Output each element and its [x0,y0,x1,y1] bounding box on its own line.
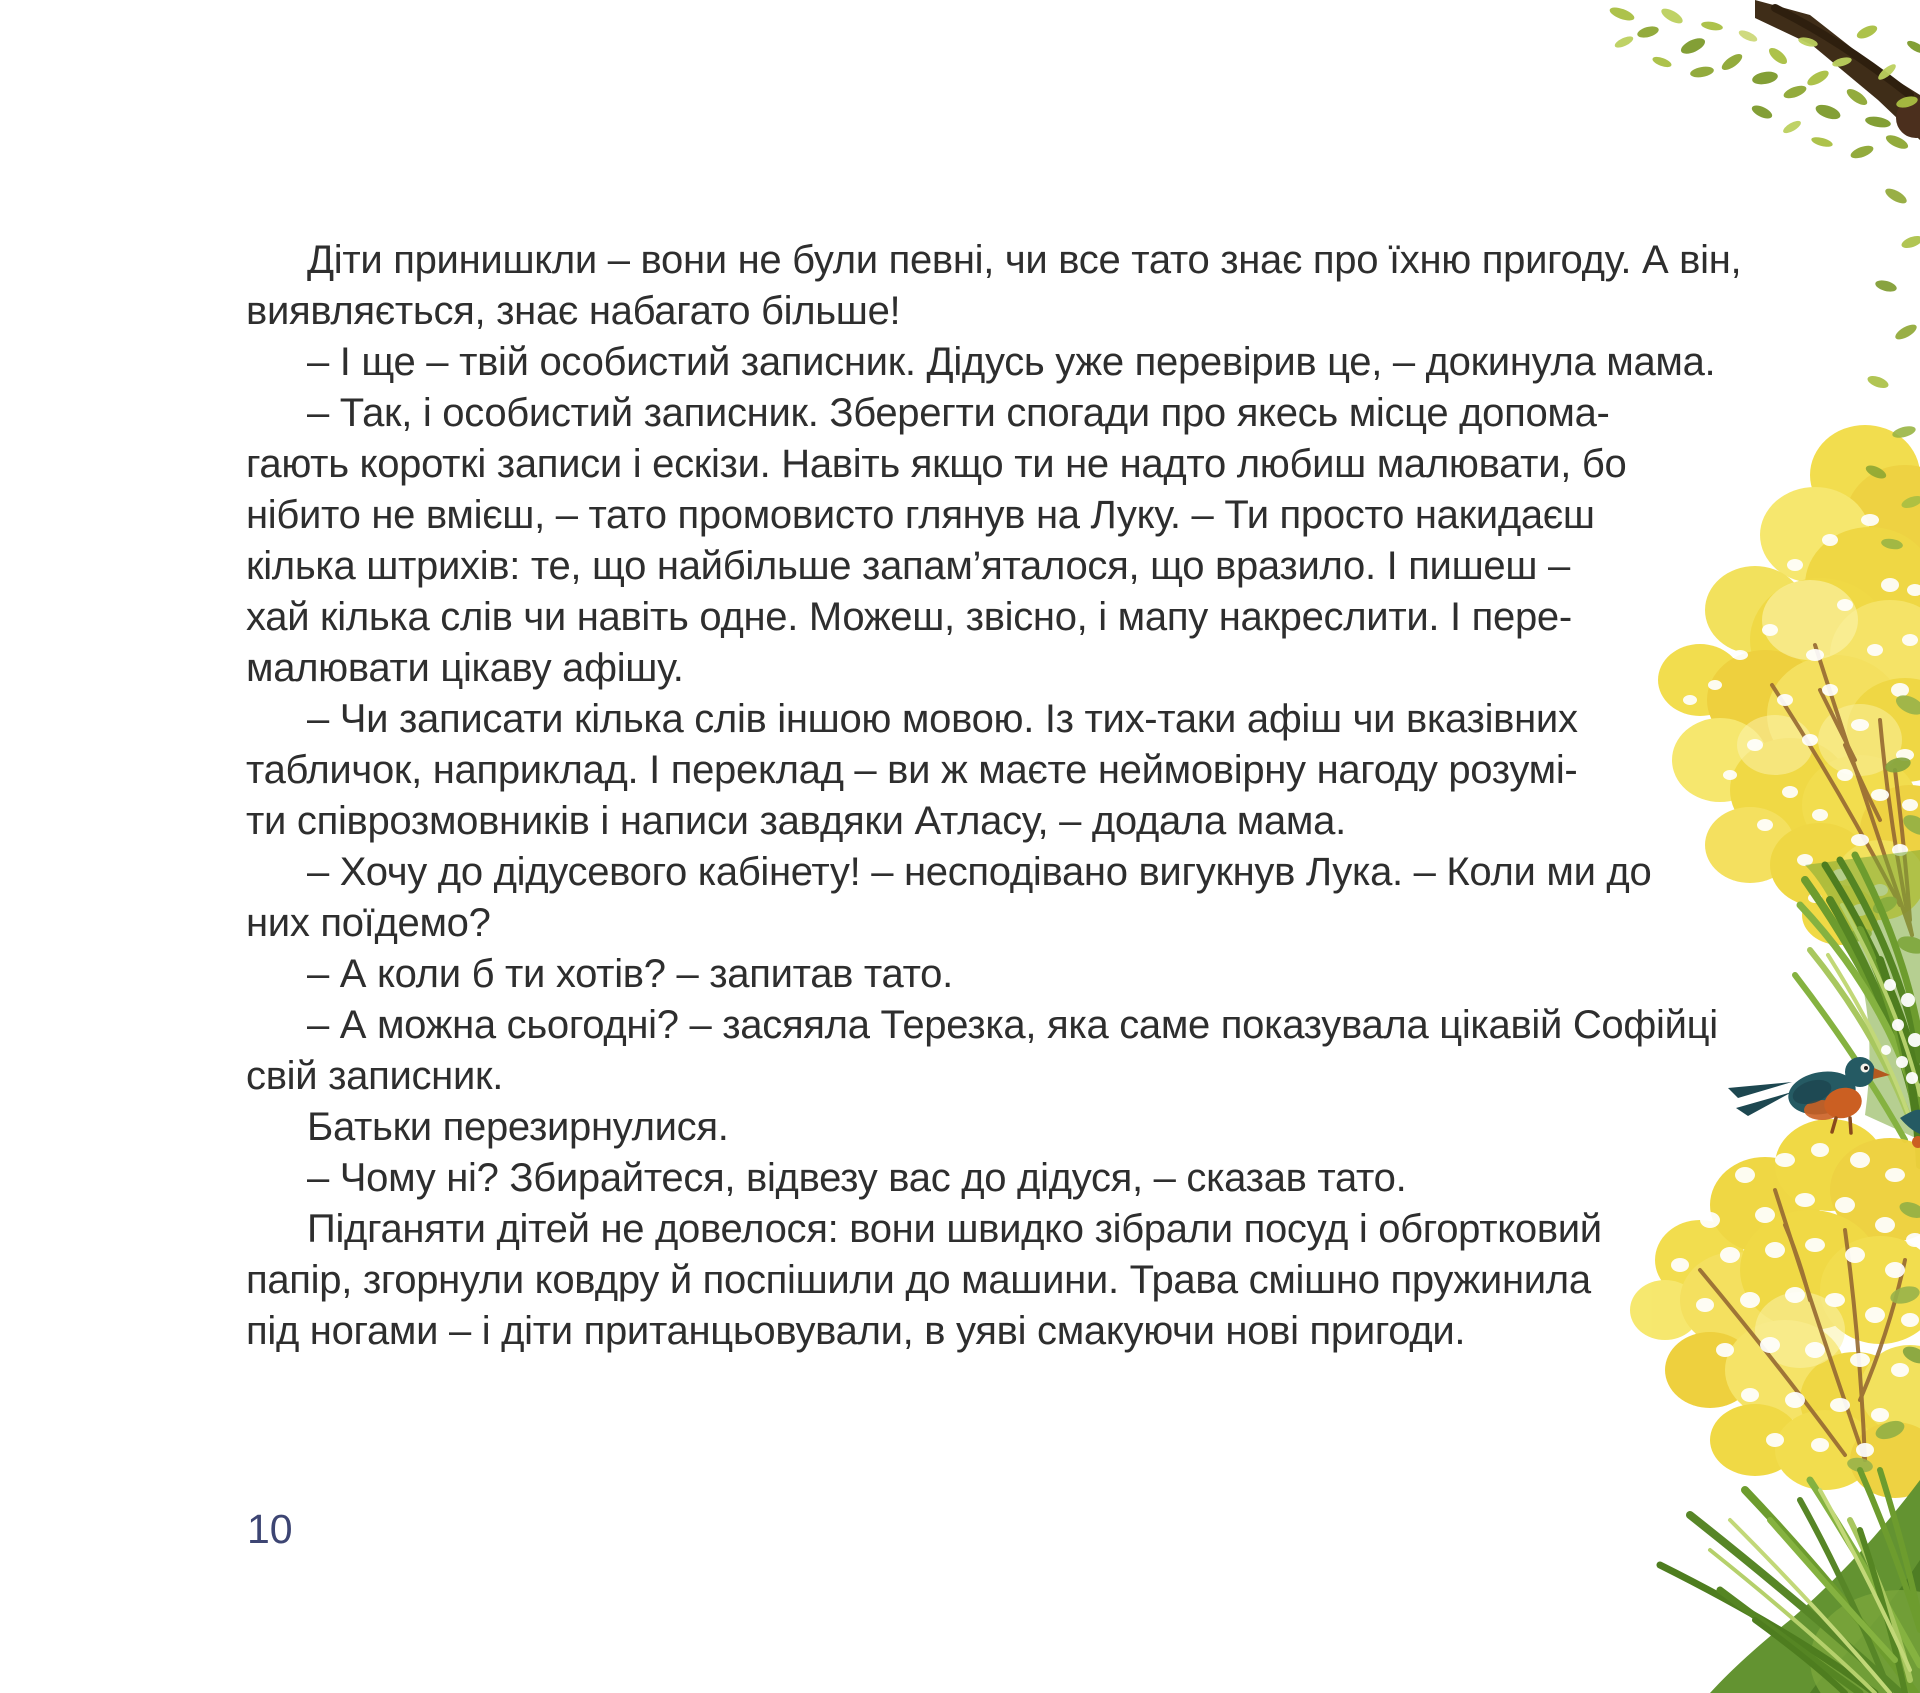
story-text [246,235,1766,1357]
text-line: – А можна сьогодні? – засяяла Терезка, яка саме показувала цікавій Софійці [307,1003,1718,1047]
text-line: кілька штрихів: те, що найбільше запам’яталося, що вразило. І пишеш – [246,544,1570,588]
text-line: під ногами – і діти пританцьовували, в уяві смакуючи нові пригоди. [246,1309,1466,1353]
text-line: виявляється, знає набагато більше! [246,289,901,333]
grass-corner-icon [1660,1470,1920,1693]
text-line: малювати цікаву афішу. [246,646,684,690]
page-number: 10 [247,1506,293,1552]
branch-with-leaves-icon [1608,0,1920,551]
text-line: ти співрозмовників і написи завдяки Атласу, – додала мама. [246,799,1346,843]
text-line: нібито не вмієш, – тато промовисто глянув на Луку. – Ти просто накидаєш [246,493,1595,537]
text-line: – Хочу до дідусевого кабінету! – несподівано вигукнув Лука. – Коли ми до [307,850,1652,894]
text-line: Підганяти дітей не довелося: вони швидко зібрали посуд і обгортковий [307,1207,1602,1251]
text-line: – Чому ні? Збирайтеся, відвезу вас до дідуся, – сказав тато. [307,1156,1407,1200]
text-line: гають короткі записи і ескізи. Навіть якщо ти не надто любиш малювати, бо [246,442,1627,486]
text-line: свій записник. [246,1054,504,1098]
text-line: хай кілька слів чи навіть одне. Можеш, звісно, і мапу накреслити. І пере- [246,595,1572,639]
text-line: – Чи записати кілька слів іншою мовою. Із тих-таки афіш чи вказівних [307,697,1578,741]
text-line: Батьки перезирнулися. [307,1105,729,1149]
bluebird-icon [1728,1057,1890,1133]
text-line: – А коли б ти хотів? – запитав тато. [307,952,953,996]
text-line: табличок, наприклад. І переклад – ви ж маєте неймовірну нагоду розумі- [246,748,1578,792]
text-line: них поїдемо? [246,901,491,945]
text-line: – Так, і особистий записник. Зберегти спогади про якесь місце допома- [307,391,1610,435]
text-line: Діти принишкли – вони не були певні, чи все тато знає про їхню пригоду. А він, [307,238,1742,282]
watercolor-illustration [1560,0,1920,1693]
yellow-blossom-bush-icon [1630,1119,1920,1498]
text-line: папір, згорнули ковдру й поспішили до машини. Трава смішно пружинила [246,1258,1591,1302]
text-line: – І ще – твій особистий записник. Дідусь уже перевірив це, – докинула мама. [307,340,1716,384]
